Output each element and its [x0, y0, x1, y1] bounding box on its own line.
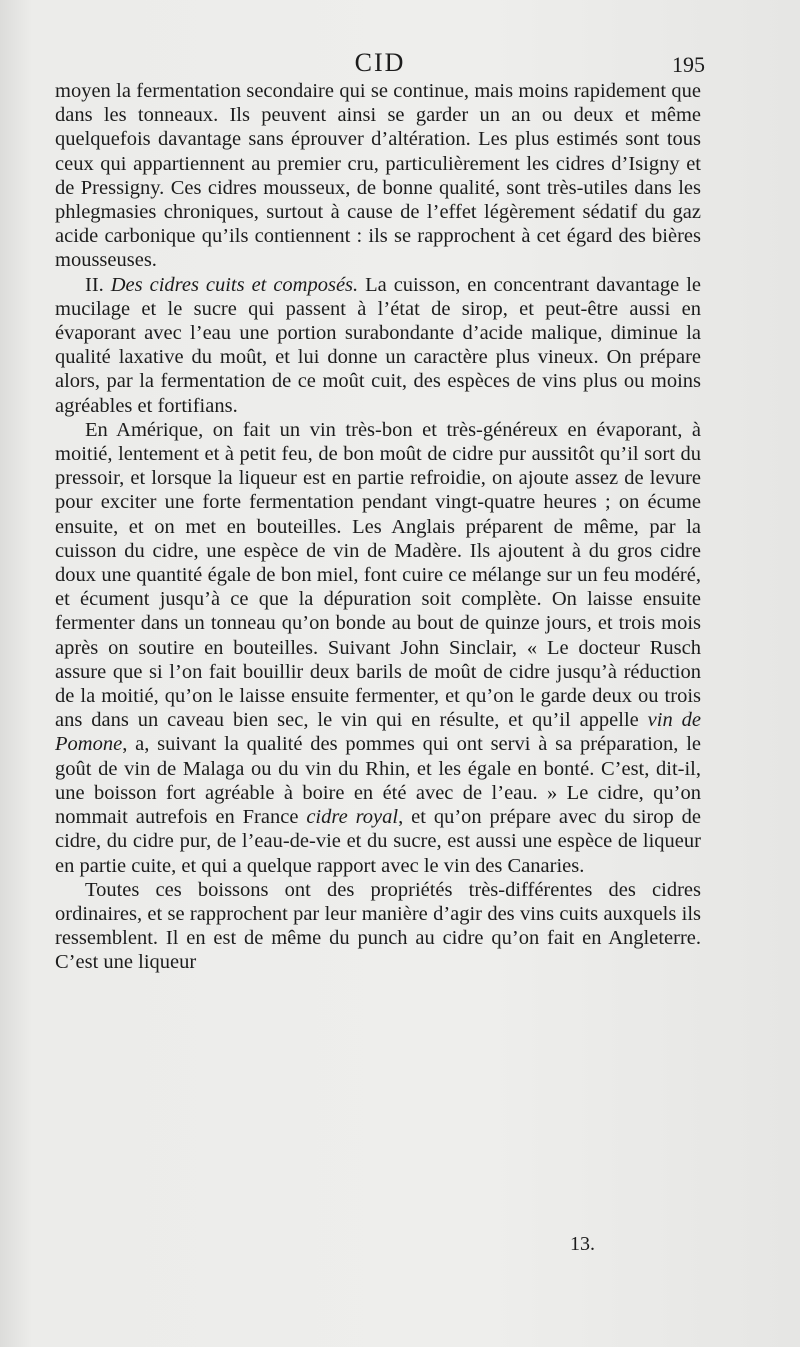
paragraph [55, 878, 701, 975]
paragraph-text: En Amérique, on fait un vin très-bon et très-généreux en évaporant, à moitié, lentement et à petit feu, de bon moût de cidre pur aussitôt qu’il sort du pressoir, et lorsque la liqueur est en partie refroidie, on ajoute assez de levure pour exciter une forte fermentation pendant vingt-quatre heures ; on écume ensuite, et on met en bouteilles. Les Anglais préparent de même, par la cuisson du cidre, une espèce de vin de Madère. Ils ajoutent à du gros cidre doux une quantité égale de bon miel, font cuire ce mélange sur un feu modéré, et écument jusqu’à ce que la dépuration soit complète. On laisse ensuite fermenter dans un tonneau qu’on bonde au bout de quinze jours, et trois mois après on soutire en bouteilles. Suivant John Sinclair, « Le docteur Rusch assure que si l’on fait bouillir deux barils de moût de cidre jusqu’à réduction de la moitié, qu’on le laisse ensuite fermenter, et qu’on le garde deux ou trois ans dans un caveau bien sec, le vin qui en résulte, et qu’il appelle [55, 418, 701, 732]
italic-text: vin de Pomone [55, 709, 701, 756]
paragraph-text: Toutes ces boissons ont des propriétés très-différentes des cidres ordinaires, et se rapprochent par leur manière d’agir des vins cuits auxquels ils ressemblent. Il en est de même du punch au cidre qu’on fait en Angleterre. C’est une liqueur [55, 878, 701, 974]
paragraph-text: II. [85, 273, 111, 296]
paragraph-text: La cuisson, en concentrant davantage le mucilage et le sucre qui passent à l’état de sirop, et peut-être aussi en évaporant avec l’eau une portion surabondante d’acide malique, diminue la qualité laxative du moût, et lui donne un caractère plus vineux. On prépare alors, par la fermentation de ce moût cuit, des espèces de vins plus ou moins agréables et fortifians. [55, 273, 702, 417]
page-number: 195 [672, 52, 705, 77]
running-head: CID [354, 48, 406, 77]
page-header [55, 48, 705, 78]
paragraph-text: , a, suivant la qualité des pommes qui ont servi à sa préparation, le goût de vin de Malaga ou du vin du Rhin, et les égale en bonté. C’est, dit-il, une boisson fort agréable à boire en été avec de l’eau. » Le cidre, qu’on nommait autrefois en France [55, 733, 701, 829]
paragraph [55, 273, 701, 418]
italic-text: Des cidres cuits et composés. [110, 273, 359, 296]
paragraph [55, 79, 701, 273]
body-text [55, 79, 701, 975]
italic-text: cidre royal [306, 806, 399, 829]
paragraph-text: moyen la fermentation secondaire qui se continue, mais moins rapidement que dans les tonneaux. Ils peuvent ainsi se garder un an ou deux et même quelquefois davantage sans éprouver d’altération. Les plus estimés sont tous ceux qui appartiennent au premier cru, particulièrement les cidres d’Isigny et de Pressigny. Ces cidres mousseux, de bonne qualité, sont très-utiles dans les phlegmasies chroniques, surtout à cause de l’effet légèrement sédatif du gaz acide carbonique qu’ils contiennent : ils se rapprochent à cet égard des bières mousseuses. [55, 80, 701, 272]
signature-mark: 13. [570, 1233, 595, 1255]
paragraph-text: , et qu’on prépare avec du sirop de cidre, du cidre pur, de l’eau-de-vie et du sucre, est aussi une espèce de liqueur en partie cuite, et qui a quelque rapport avec le vin des Canaries. [55, 806, 701, 877]
paragraph [55, 418, 701, 878]
